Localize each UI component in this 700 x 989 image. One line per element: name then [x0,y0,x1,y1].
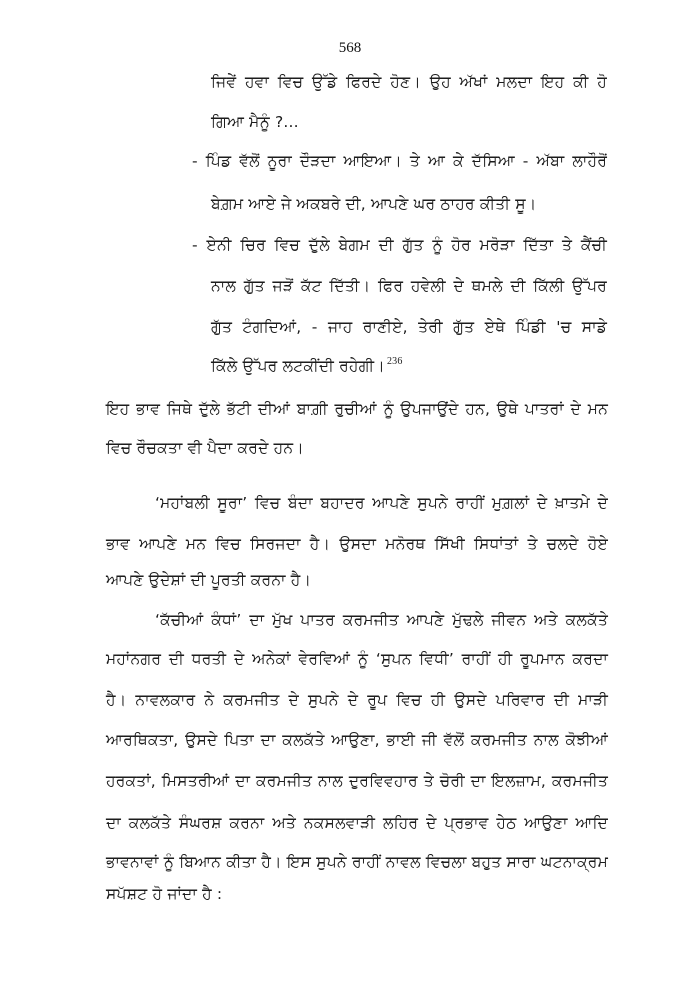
quote-dash-item-line: - ਏਨੀ ਚਿਰ ਵਿਚ ਦੁੱਲੇ ਬੇਗਮ ਦੀ ਗੁੱਤ ਨੂੰ ਹੋਰ ਮਰੋੜਾ ਦਿੱਤਾ ਤੇ ਕੈਂਚੀ [192,236,607,254]
quote-line: ਗਿਆ ਮੈਨੂੰ ?... [211,113,299,131]
paragraph-line: ਮਹਾਂਨਗਰ ਦੀ ਧਰਤੀ ਦੇ ਅਨੇਕਾਂ ਵੇਰਵਿਆਂ ਨੂੰ ‘ਸੁਪਨ ਵਿਧੀ’ ਰਾਹੀਂ ਹੀ ਰੂਪਮਾਨ ਕਰਦਾ [106,650,608,668]
paragraph-line: ਸਪੱਸ਼ਟ ਹੋ ਜਾਂਦਾ ਹੈ : [106,885,223,903]
footnote-reference[interactable]: 236 [386,356,403,367]
paragraph-line: ਇਹ ਭਾਵ ਜਿਥੇ ਦੁੱਲੇ ਭੱਟੀ ਦੀਆਂ ਬਾਗ਼ੀ ਰੁਚੀਆਂ ਨੂੰ ਉਪਜਾਉਂਦੇ ਹਨ, ਉਥੇ ਪਾਤਰਾਂ ਦੇ ਮਨ [106,400,608,418]
quote-line: ਜਿਵੇਂ ਹਵਾ ਵਿਚ ਉੱਡੇ ਫਿਰਦੇ ਹੋਣ। ਉਹ ਅੱਖਾਂ ਮਲਦਾ ਇਹ ਕੀ ਹੋ [211,73,607,91]
quote-text: ਕਿੱਲੇ ਉੱਪਰ ਲਟਕੀਂਦੀ ਰਹੇਗੀ। [211,357,385,375]
paragraph-line: ਵਿਚ ਰੌਚਕਤਾ ਵੀ ਪੈਦਾ ਕਰਦੇ ਹਨ। [106,439,304,457]
paragraph-line: ਦਾ ਕਲਕੱਤੇ ਸੰਘਰਸ਼ ਕਰਨਾ ਅਤੇ ਨਕਸਲਵਾੜੀ ਲਹਿਰ ਦੇ ਪ੍ਰਭਾਵ ਹੇਠ ਆਉਣਾ ਆਦਿ [106,814,608,832]
paragraph-line: ਹਰਕਤਾਂ, ਮਿਸਤਰੀਆਂ ਦਾ ਕਰਮਜੀਤ ਨਾਲ ਦੁਰਵਿਵਹਾਰ ਤੇ ਚੋਰੀ ਦਾ ਇਲਜ਼ਾਮ, ਕਰਮਜੀਤ [106,772,608,790]
paragraph-line: ‘ਮਹਾਂਬਲੀ ਸੂਰਾ’ ਵਿਚ ਬੰਦਾ ਬਹਾਦਰ ਆਪਣੇ ਸੁਪਨੇ ਰਾਹੀਂ ਮੁਗ਼ਲਾਂ ਦੇ ਖ਼ਾਤਮੇ ਦੇ [155,494,608,512]
paragraph-line: ਭਾਵ ਆਪਣੇ ਮਨ ਵਿਚ ਸਿਰਜਦਾ ਹੈ। ਉਸਦਾ ਮਨੋਰਥ ਸਿੱਖੀ ਸਿਧਾਂਤਾਂ ਤੇ ਚਲਦੇ ਹੋਏ [106,535,608,553]
paragraph-line: ‘ਕੱਚੀਆਂ ਕੰਧਾਂ’ ਦਾ ਮੁੱਖ ਪਾਤਰ ਕਰਮਜੀਤ ਆਪਣੇ ਮੁੱਢਲੇ ਜੀਵਨ ਅਤੇ ਕਲਕੱਤੇ [155,611,608,629]
quote-line: ਨਾਲ ਗੁੱਤ ਜੜੋਂ ਕੱਟ ਦਿੱਤੀ। ਫਿਰ ਹਵੇਲੀ ਦੇ ਥਮਲੇ ਦੀ ਕਿੱਲੀ ਉੱਪਰ [211,277,607,295]
quote-line: ਬੇਗ਼ਮ ਆਏ ਜੇ ਅਕਬਰੇ ਦੀ, ਆਪਣੇ ਘਰ ਠਾਹਰ ਕੀਤੀ ਸੂ। [211,195,537,213]
quote-line: ਗੁੱਤ ਟੰਗਦਿਆਂ, - ਜਾਹ ਰਾਣੀਏ, ਤੇਰੀ ਗੁੱਤ ਏਥੇ ਪਿੰਡੀ 'ਚ ਸਾਡੇ [211,318,607,336]
paragraph-line: ਭਾਵਨਾਵਾਂ ਨੂੰ ਬਿਆਨ ਕੀਤਾ ਹੈ। ਇਸ ਸੁਪਨੇ ਰਾਹੀਂ ਨਾਵਲ ਵਿਚਲਾ ਬਹੁਤ ਸਾਰਾ ਘਟਨਾਕ੍ਰਮ [106,853,608,871]
page-number: 568 [338,40,362,56]
quote-line-last [211,355,607,377]
paragraph-line: ਆਪਣੇ ਉਦੇਸ਼ਾਂ ਦੀ ਪੂਰਤੀ ਕਰਨਾ ਹੈ। [106,571,312,589]
quote-dash-item-line: - ਪਿੰਡ ਵੱਲੋਂ ਨੂਰਾ ਦੌੜਦਾ ਆਇਆ। ਤੇ ਆ ਕੇ ਦੱਸਿਆ - ਅੱਬਾ ਲਾਹੌਰੋਂ [192,152,607,170]
paragraph-line: ਹੈ। ਨਾਵਲਕਾਰ ਨੇ ਕਰਮਜੀਤ ਦੇ ਸੁਪਨੇ ਦੇ ਰੂਪ ਵਿਚ ਹੀ ਉਸਦੇ ਪਰਿਵਾਰ ਦੀ ਮਾੜੀ [106,691,608,709]
paragraph-line: ਆਰਥਿਕਤਾ, ਉਸਦੇ ਪਿਤਾ ਦਾ ਕਲਕੱਤੇ ਆਉਣਾ, ਭਾਈ ਜੀ ਵੱਲੋਂ ਕਰਮਜੀਤ ਨਾਲ ਕੋਝੀਆਂ [106,731,608,749]
